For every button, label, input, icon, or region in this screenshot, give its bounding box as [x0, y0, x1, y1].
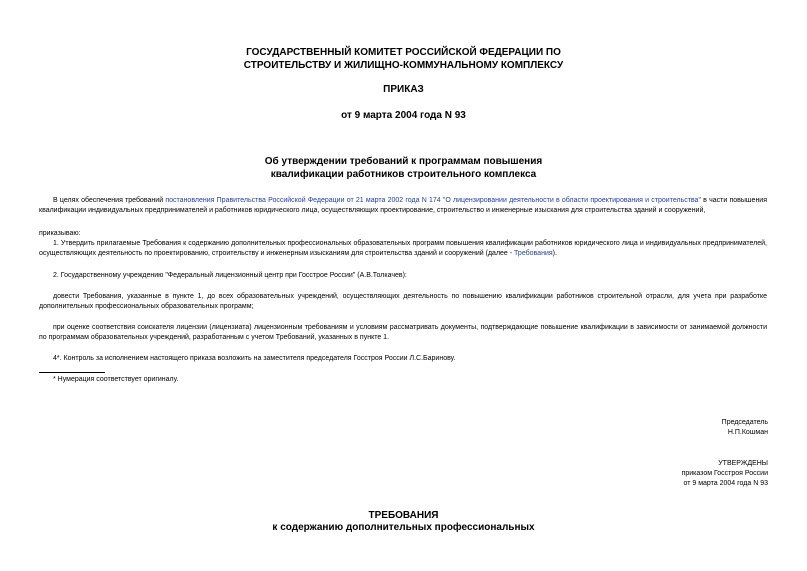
preamble-text-start: В целях обеспечения требований — [53, 197, 166, 204]
paragraph-item-2-b: при оценке соответствия соискателя лицензии (лицензиата) лицензионным требованиям и условиям рассматривать документы, подтверждающие повышение квалификации в зависимости от занимаемой должности по программам образовательных учреждений, разработанным с учетом Требований, указанных в пункте 1. — [39, 324, 767, 341]
requirements-subtitle: к содержанию дополнительных профессиональных — [272, 522, 535, 533]
signature-position: Председатель — [721, 419, 768, 426]
government-decree-link[interactable]: постановления Правительства Российской Федерации от 21 марта 2002 года N 174 "О лицензировании деятельности в области проектирования и строительства" — [165, 197, 701, 204]
requirements-link[interactable]: Требования — [514, 250, 553, 257]
paragraph-preamble — [39, 196, 767, 216]
committee-name-line1: ГОСУДАРСТВЕННЫЙ КОМИТЕТ РОССИЙСКОЙ ФЕДЕРАЦИИ ПО — [246, 47, 561, 58]
approval-line1: УТВЕРЖДЕНЫ — [718, 460, 768, 467]
approval-line2: приказом Госстроя России — [681, 470, 768, 477]
document-title-line1: Об утверждении требований к программам повышения — [264, 156, 543, 167]
paragraph-item-1 — [39, 239, 767, 259]
signature-name: Н.П.Кошман — [727, 429, 768, 436]
document-title-line2: квалификации работников строительного комплекса — [270, 169, 537, 180]
document-date-number: от 9 марта 2004 года N 93 — [341, 110, 466, 121]
footnote-divider — [39, 372, 105, 373]
paragraph-item-4: 4*. Контроль за исполнением настоящего приказа возложить на заместителя председателя Госстроя России Л.С.Баринову. — [53, 355, 456, 362]
committee-name-line2: СТРОИТЕЛЬСТВУ И ЖИЛИЩНО-КОММУНАЛЬНОМУ КОМПЛЕКСУ — [243, 60, 564, 71]
item1-text-start: 1. Утвердить прилагаемые Требования к содержанию дополнительных профессиональных образовательных программ повышения квалификации работников юридического лица и индивидуальных предпринимателей, осуществляющих деятельность по проектированию, строительству и инженерным изысканиям для строительства зданий и сооружений (далее - — [39, 240, 767, 257]
approval-line3: от 9 марта 2004 года N 93 — [683, 480, 768, 487]
requirements-title: ТРЕБОВАНИЯ — [368, 510, 439, 521]
orders-word: приказываю: — [39, 230, 81, 237]
document-type: ПРИКАЗ — [383, 84, 424, 95]
footnote: * Нумерация соответствует оригиналу. — [53, 376, 179, 383]
item1-text-end: ). — [552, 250, 557, 257]
paragraph-item-2: 2. Государственному учреждению "Федеральный лицензионный центр при Госстрое России" (А.В.Толкачев): — [53, 272, 407, 279]
preamble-text-end: в части повышения квалификации индивидуальных предпринимателей и работников юридического лица, осуществляющих проектирование, строительство и инженерные изыскания для строительства зданий и сооружений, — [39, 197, 768, 214]
paragraph-item-2-a: довести Требования, указанные в пункте 1, до всех образовательных учреждений, осуществляющих деятельность по повышению квалификации работников строительной отрасли, для учета при разработке дополнительных профессиональных образовательных программ; — [39, 293, 767, 310]
